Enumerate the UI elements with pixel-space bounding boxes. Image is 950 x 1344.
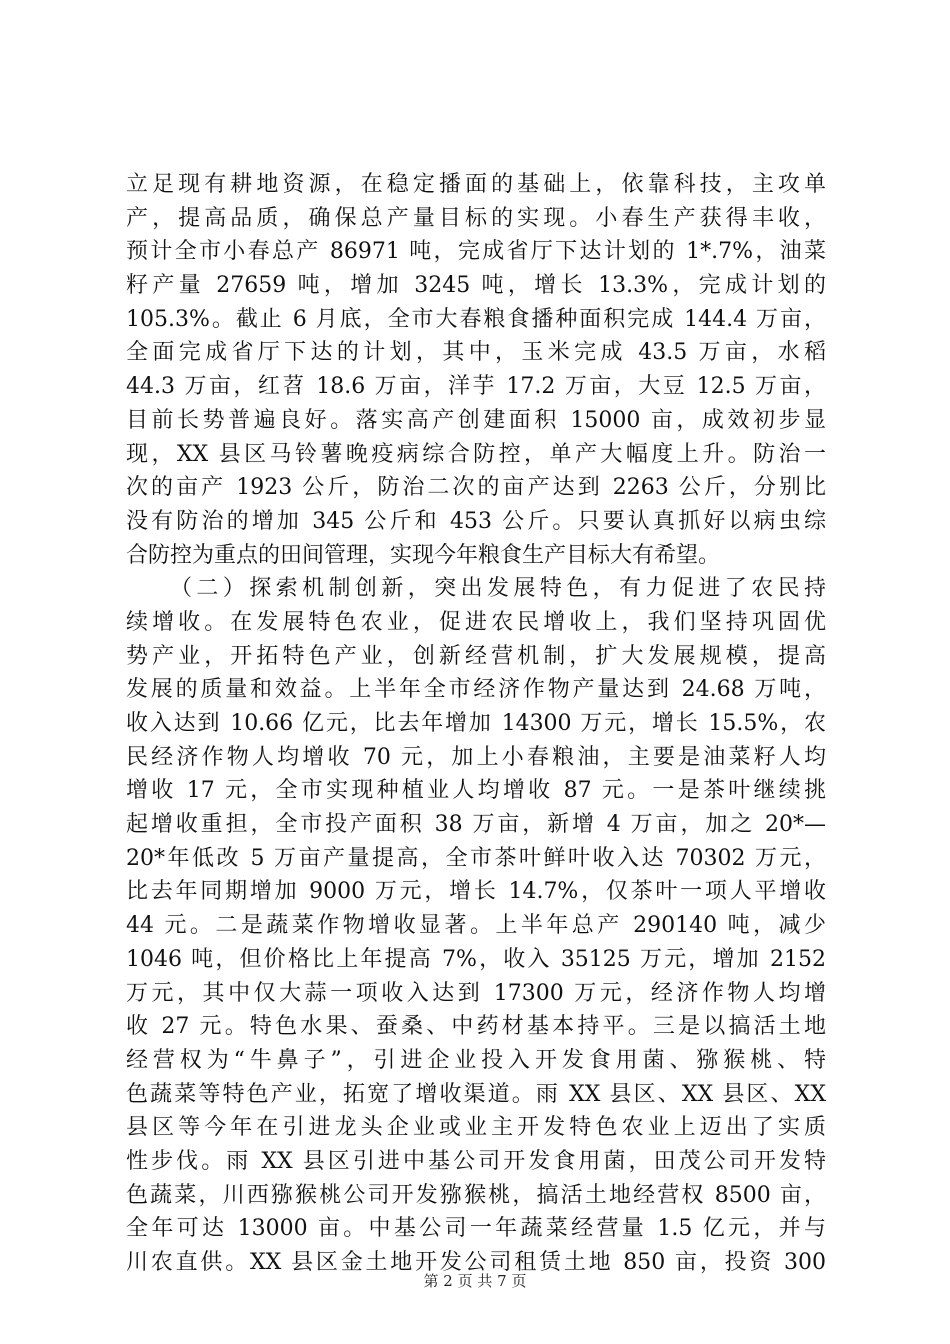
text-line: 全年可达 13000 亩。中基公司一年蔬菜经营量 1.5 亿元，并与 xyxy=(126,1216,826,1242)
text-line: 起增收重担，全市投产面积 38 万亩，新增 4 万亩，加之 20*— xyxy=(126,812,826,838)
text-line: 105.3%。截止 6 月底，全市大春粮食播种面积完成 144.4 万亩， xyxy=(126,306,826,332)
text-line: 增收 17 元，全市实现种植业人均增收 87 元。一是茶叶继续挑 xyxy=(126,778,826,804)
text-line: 没有防治的增加 345 公斤和 453 公斤。只要认真抓好以病虫综 xyxy=(126,508,826,534)
section-heading-line: （二）探索机制创新，突出发展特色，有力促进了农民持 xyxy=(170,576,826,602)
text-line: 44.3 万亩，红苕 18.6 万亩，洋芋 17.2 万亩，大豆 12.5 万亩， xyxy=(126,374,826,400)
text-line: 预计全市小春总产 86971 吨，完成省厅下达计划的 1*.7%，油菜 xyxy=(126,239,826,265)
text-line: 收入达到 10.66 亿元，比去年增加 14300 万元，增长 15.5%，农 xyxy=(126,711,826,736)
text-line: 籽产量 27659 吨，增加 3245 吨，增长 13.3%，完成计划的 xyxy=(126,273,826,299)
text-line: 20*年低改 5 万亩产量提高，全市茶叶鲜叶收入达 70302 万元， xyxy=(126,845,826,871)
text-line: 44 元。二是蔬菜作物增收显著。上半年总产 290140 吨，减少 xyxy=(126,913,826,939)
text-line: 续增收。在发展特色农业，促进农民增收上，我们坚持巩固优 xyxy=(126,609,826,635)
text-line: 比去年同期增加 9000 万元，增长 14.7%，仅茶叶一项人平增收 xyxy=(126,879,826,905)
text-line: 县区等今年在引进龙头企业或业主开发特色农业上迈出了实质 xyxy=(126,1115,826,1141)
text-line: 色蔬菜，川西猕猴桃公司开发猕猴桃，搞活土地经营权 8500 亩， xyxy=(126,1182,826,1208)
text-line: 性步伐。雨 XX 县区引进中基公司开发食用菌，田茂公司开发特 xyxy=(126,1148,826,1174)
text-line: 次的亩产 1923 公斤，防治二次的亩产达到 2263 公斤，分别比 xyxy=(126,475,826,501)
page-number-footer: 第 2 页 共 7 页 xyxy=(423,1272,527,1290)
text-line: 1046 吨，但价格比上年提高 7%，收入 35125 万元，增加 2152 xyxy=(126,946,826,972)
text-line: 立足现有耕地资源，在稳定播面的基础上，依靠科技，主攻单 xyxy=(126,172,826,197)
body-text xyxy=(126,168,826,1280)
text-line: 收 27 元。特色水果、蚕桑、中药材基本持平。三是以搞活土地 xyxy=(126,1014,826,1040)
text-line: 合防控为重点的田间管理，实现今年粮食生产目标大有希望。 xyxy=(126,542,721,568)
text-line: 川农直供。XX 县区金土地开发公司租赁土地 850 亩，投资 300 xyxy=(126,1250,826,1275)
text-line: 全面完成省厅下达的计划，其中，玉米完成 43.5 万亩，水稻 xyxy=(126,340,826,366)
text-line: 产，提高品质，确保总产量目标的实现。小春生产获得丰收， xyxy=(126,205,826,231)
text-line: 民经济作物人均增收 70 元，加上小春粮油，主要是油菜籽人均 xyxy=(126,744,826,770)
text-line: 现，XX 县区马铃薯晚疫病综合防控，单产大幅度上升。防治一 xyxy=(126,441,826,467)
text-line: 目前长势普遍良好。落实高产创建面积 15000 亩，成效初步显 xyxy=(126,407,826,433)
text-line: 万元，其中仅大蒜一项收入达到 17300 万元，经济作物人均增 xyxy=(126,980,826,1006)
text-line: 势产业，开拓特色产业，创新经营机制，扩大发展规模，提高 xyxy=(126,643,826,669)
text-line: 色蔬菜等特色产业，拓宽了增收渠道。雨 XX 县区、XX 县区、XX xyxy=(126,1081,826,1107)
text-line: 经营权为“牛鼻子”，引进企业投入开发食用菌、猕猴桃、特 xyxy=(126,1047,826,1073)
text-line: 发展的质量和效益。上半年全市经济作物产量达到 24.68 万吨， xyxy=(126,677,826,703)
